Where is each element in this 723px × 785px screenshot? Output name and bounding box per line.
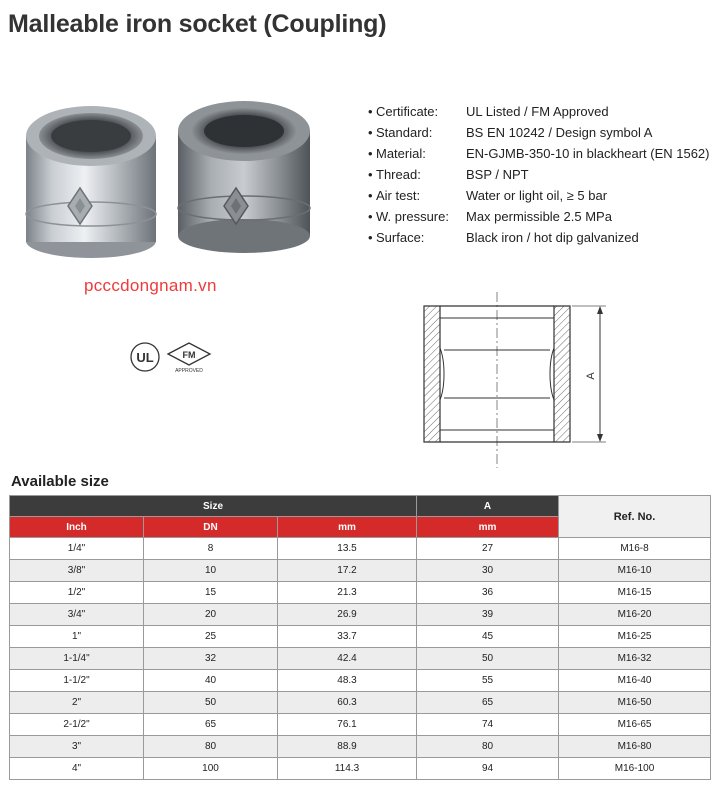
table-row: [10, 538, 711, 560]
spec-value: EN-GJMB-350-10 in blackheart (EN 1562): [466, 146, 710, 161]
table-group-header-row: [10, 496, 711, 517]
cell-ref: M16-15: [559, 582, 711, 604]
cell-ref: M16-65: [559, 714, 711, 736]
cell-inch: 4": [10, 758, 144, 780]
table-row: [10, 604, 711, 626]
ul-logo-text: UL: [136, 350, 154, 365]
cell-a: 94: [417, 758, 559, 780]
spec-value: UL Listed / FM Approved: [466, 104, 609, 119]
header-a: A: [417, 496, 559, 517]
table-row: [10, 626, 711, 648]
header-inch: Inch: [10, 517, 144, 538]
cell-dn: 40: [144, 670, 278, 692]
spec-label: Certificate:: [376, 104, 439, 119]
cell-mm: 13.5: [278, 538, 417, 560]
cell-inch: 1/2": [10, 582, 144, 604]
cell-ref: M16-25: [559, 626, 711, 648]
cell-mm: 88.9: [278, 736, 417, 758]
header-ref-no: Ref. No.: [559, 496, 711, 538]
spec-value: Max permissible 2.5 MPa: [466, 209, 612, 224]
cell-inch: 1-1/4": [10, 648, 144, 670]
cell-dn: 32: [144, 648, 278, 670]
watermark: pcccdongnam.vn: [84, 276, 217, 295]
table-row: [10, 648, 711, 670]
cell-mm: 114.3: [278, 758, 417, 780]
cell-a: 55: [417, 670, 559, 692]
bullet: •: [368, 188, 373, 203]
cell-dn: 25: [144, 626, 278, 648]
product-photo: [18, 96, 336, 276]
cell-a: 74: [417, 714, 559, 736]
technical-drawing: [410, 290, 610, 470]
cell-ref: M16-50: [559, 692, 711, 714]
cell-inch: 2-1/2": [10, 714, 144, 736]
cell-mm: 60.3: [278, 692, 417, 714]
spec-label: Air test:: [376, 188, 421, 203]
dimension-label-a: A: [585, 372, 597, 380]
coupling-galvanized-image: [26, 106, 156, 258]
cell-mm: 33.7: [278, 626, 417, 648]
cell-a: 80: [417, 736, 559, 758]
cell-inch: 3/4": [10, 604, 144, 626]
header-dn: DN: [144, 517, 278, 538]
header-mm: mm: [278, 517, 417, 538]
coupling-black-iron-image: [178, 101, 310, 253]
ul-listed-logo: [131, 343, 159, 371]
cell-inch: 1/4": [10, 538, 144, 560]
cell-mm: 76.1: [278, 714, 417, 736]
bullet: •: [368, 209, 373, 224]
cell-ref: M16-32: [559, 648, 711, 670]
cell-a: 39: [417, 604, 559, 626]
cell-a: 30: [417, 560, 559, 582]
cell-dn: 15: [144, 582, 278, 604]
cell-ref: M16-8: [559, 538, 711, 560]
cell-a: 45: [417, 626, 559, 648]
cell-ref: M16-80: [559, 736, 711, 758]
cell-a: 50: [417, 648, 559, 670]
spec-value: BSP / NPT: [466, 167, 529, 182]
bullet: •: [368, 167, 373, 182]
cell-inch: 3/8": [10, 560, 144, 582]
table-row: [10, 582, 711, 604]
cell-mm: 17.2: [278, 560, 417, 582]
cell-mm: 26.9: [278, 604, 417, 626]
cell-dn: 100: [144, 758, 278, 780]
cell-dn: 50: [144, 692, 278, 714]
table-row: [10, 758, 711, 780]
cell-inch: 1": [10, 626, 144, 648]
bullet: •: [368, 230, 373, 245]
spec-label: Thread:: [376, 167, 421, 182]
header-size: Size: [10, 496, 417, 517]
cell-ref: M16-20: [559, 604, 711, 626]
cell-dn: 65: [144, 714, 278, 736]
page-title: Malleable iron socket (Coupling): [8, 10, 387, 38]
spec-label: W. pressure:: [376, 209, 449, 224]
cell-mm: 42.4: [278, 648, 417, 670]
spec-label: Standard:: [376, 125, 433, 140]
bullet: •: [368, 125, 373, 140]
table-row: [10, 670, 711, 692]
cell-ref: M16-10: [559, 560, 711, 582]
spec-value: BS EN 10242 / Design symbol A: [466, 125, 653, 140]
cell-ref: M16-40: [559, 670, 711, 692]
cell-dn: 10: [144, 560, 278, 582]
cell-dn: 20: [144, 604, 278, 626]
section-title: Available size: [11, 473, 109, 490]
spec-value: Black iron / hot dip galvanized: [466, 230, 639, 245]
size-table: [9, 495, 711, 780]
cell-a: 27: [417, 538, 559, 560]
cell-a: 36: [417, 582, 559, 604]
cell-mm: 48.3: [278, 670, 417, 692]
spec-value: Water or light oil, ≥ 5 bar: [466, 188, 608, 203]
fm-logo-subtext: APPROVED: [175, 368, 203, 374]
table-row: [10, 560, 711, 582]
cell-inch: 1-1/2": [10, 670, 144, 692]
table-row: [10, 692, 711, 714]
bullet: •: [368, 104, 373, 119]
cell-dn: 80: [144, 736, 278, 758]
table-row: [10, 736, 711, 758]
fm-logo-text: FM: [182, 350, 196, 360]
spec-label: Surface:: [376, 230, 425, 245]
cell-a: 65: [417, 692, 559, 714]
spec-label: Material:: [376, 146, 426, 161]
header-a-mm: mm: [417, 517, 559, 538]
certification-logos: [128, 340, 218, 376]
cell-ref: M16-100: [559, 758, 711, 780]
bullet: •: [368, 146, 373, 161]
cell-inch: 2": [10, 692, 144, 714]
fm-approved-logo: [168, 343, 210, 374]
cell-inch: 3": [10, 736, 144, 758]
table-row: [10, 714, 711, 736]
cell-mm: 21.3: [278, 582, 417, 604]
cell-dn: 8: [144, 538, 278, 560]
